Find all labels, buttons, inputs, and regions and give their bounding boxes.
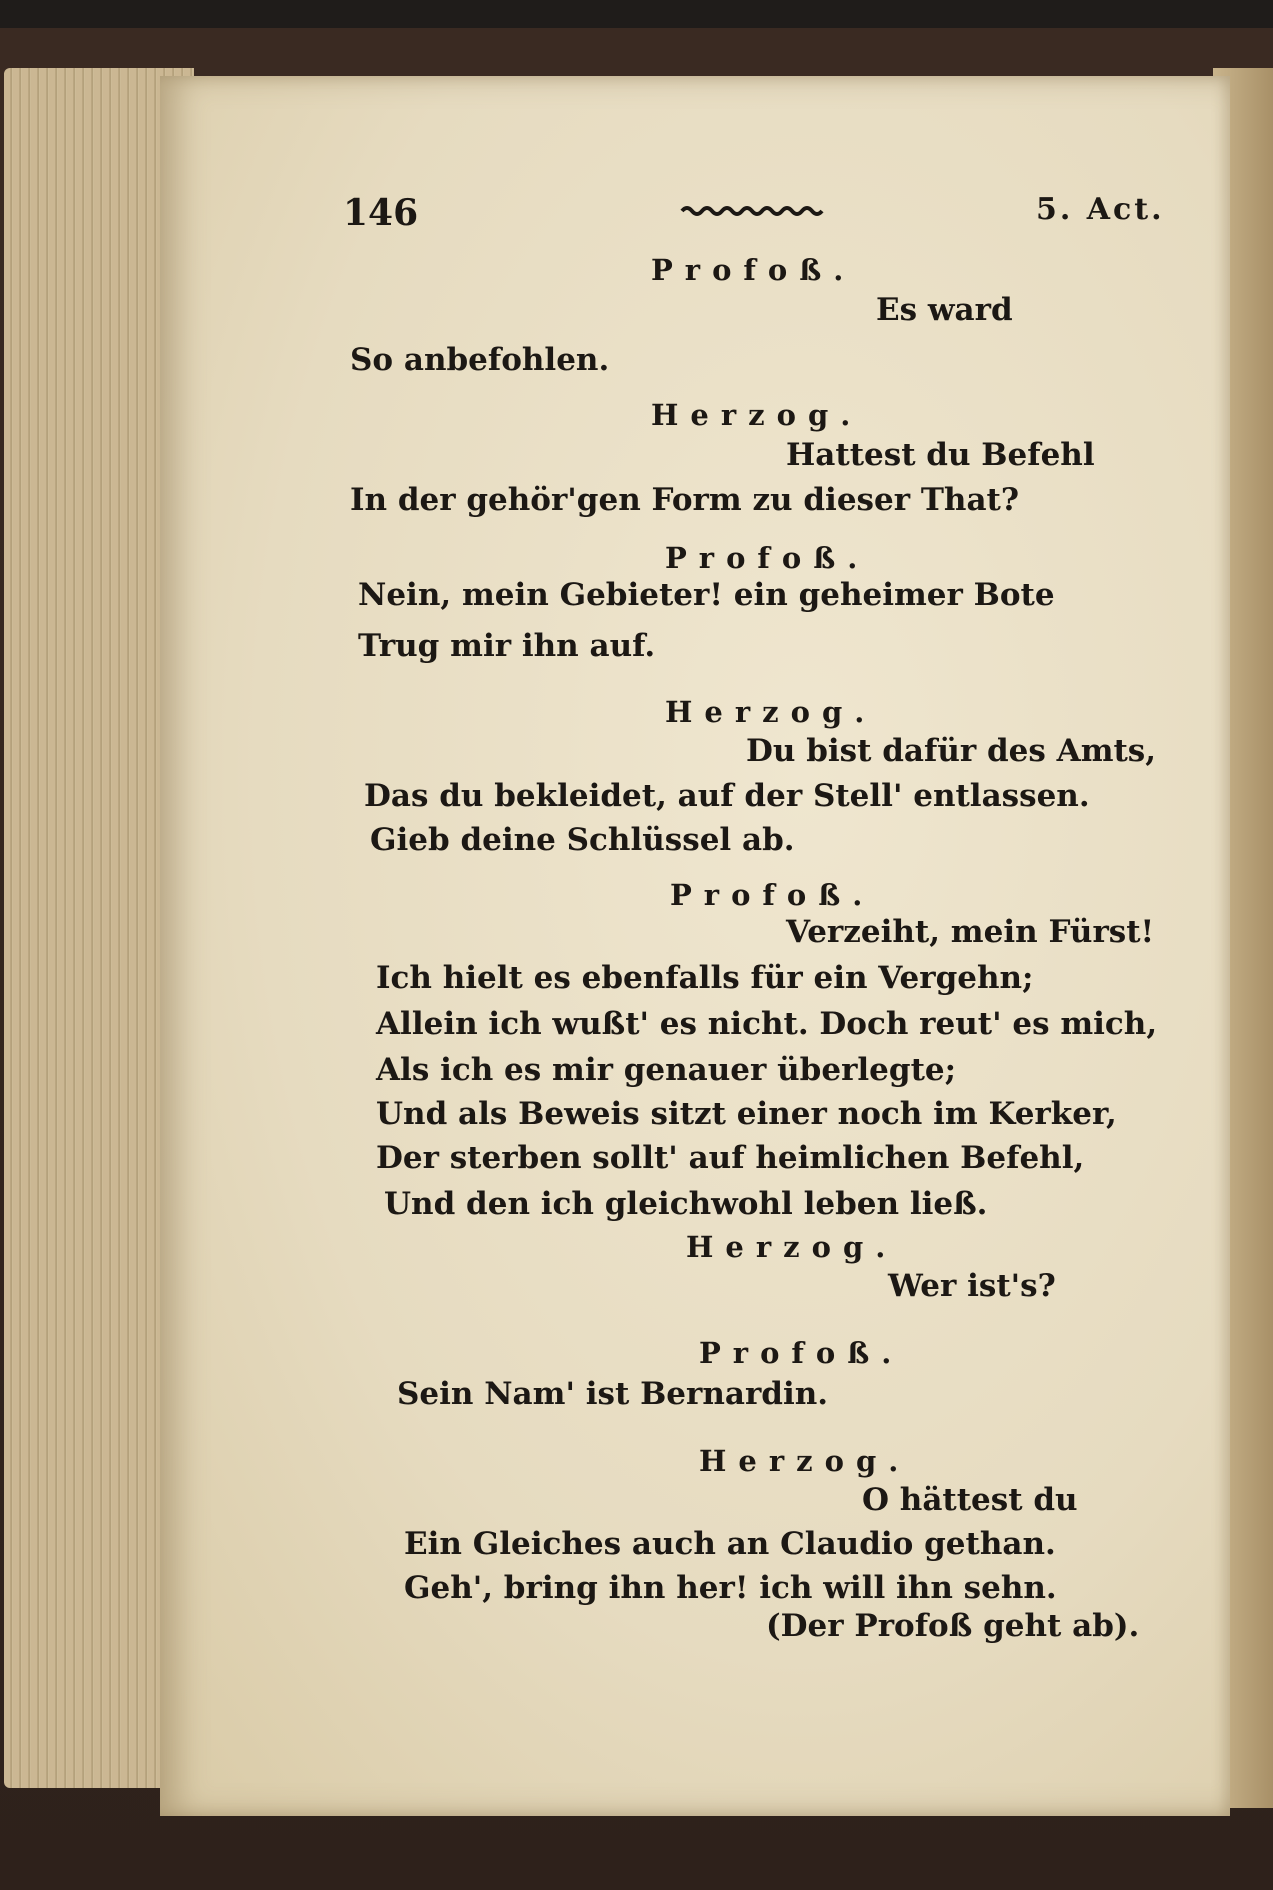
speaker-name: Profoß.: [651, 253, 856, 287]
speaker-name: Profoß.: [670, 878, 875, 912]
verse-line: Hattest du Befehl: [786, 437, 1095, 473]
act-label: 5. Act.: [1036, 192, 1165, 227]
stage-direction: (Der Profoß geht ab).: [766, 1608, 1140, 1644]
verse-line: So anbefohlen.: [350, 342, 610, 378]
verse-line: In der gehör'gen Form zu dieser That?: [350, 482, 1020, 518]
verse-line: Verzeiht, mein Fürst!: [786, 914, 1155, 950]
header-ornament-icon: [680, 203, 830, 219]
speaker-name: Herzog.: [686, 1230, 898, 1264]
verse-line: Ein Gleiches auch an Claudio gethan.: [404, 1526, 1056, 1562]
verse-line: Das du bekleidet, auf der Stell' entlassen.: [364, 778, 1090, 814]
verse-line: O hättest du: [862, 1482, 1078, 1518]
speaker-name: Herzog.: [651, 398, 863, 432]
verse-line: Geh', bring ihn her! ich will ihn sehn.: [404, 1570, 1057, 1606]
page-number: 146: [343, 192, 419, 234]
verse-line: Gieb deine Schlüssel ab.: [370, 822, 795, 858]
speaker-name: Herzog.: [665, 695, 877, 729]
speaker-name: Profoß.: [665, 541, 870, 575]
verse-line: Trug mir ihn auf.: [358, 628, 656, 664]
verse-line: Du bist dafür des Amts,: [746, 733, 1157, 769]
verse-line: Der sterben sollt' auf heimlichen Befehl,: [376, 1140, 1085, 1176]
verse-line: Ich hielt es ebenfalls für ein Vergehn;: [376, 960, 1034, 996]
verse-line: Wer ist's?: [888, 1268, 1056, 1304]
verse-line: Und den ich gleichwohl leben ließ.: [384, 1186, 988, 1222]
verse-line: Und als Beweis sitzt einer noch im Kerker,: [376, 1096, 1117, 1132]
verse-line: Nein, mein Gebieter! ein geheimer Bote: [358, 577, 1055, 613]
verse-line: Allein ich wußt' es nicht. Doch reut' es mich,: [376, 1006, 1158, 1042]
verse-line: Sein Nam' ist Bernardin.: [397, 1376, 829, 1412]
verse-line: Es ward: [876, 292, 1013, 328]
verse-line: Als ich es mir genauer überlegte;: [376, 1052, 957, 1088]
speaker-name: Profoß.: [699, 1336, 904, 1370]
speaker-name: Herzog.: [699, 1444, 911, 1478]
